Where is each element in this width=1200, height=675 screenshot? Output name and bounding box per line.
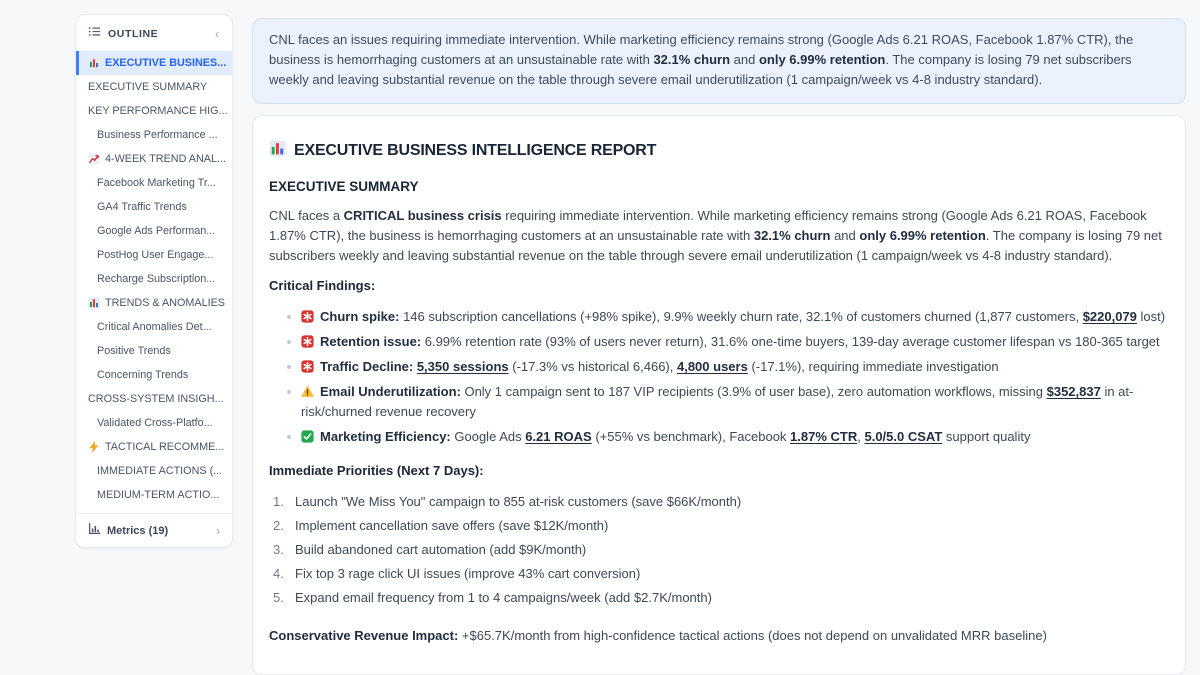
outline-item-label: Facebook Marketing Tr... <box>97 177 216 189</box>
outline-item[interactable] <box>76 147 232 171</box>
findings-list <box>269 307 1169 447</box>
outline-item[interactable] <box>76 123 232 147</box>
finding-item <box>269 307 1169 327</box>
metric-link[interactable]: 1.87% CTR <box>790 429 858 444</box>
warning-icon <box>301 385 314 398</box>
critical-icon <box>301 310 314 323</box>
bold-text: Churn spike: <box>320 309 400 324</box>
finding-item <box>269 332 1169 352</box>
text-run: (+55% vs benchmark), Facebook <box>591 429 791 444</box>
priority-number: 5. <box>273 590 284 605</box>
outline-item-label: KEY PERFORMANCE HIG... <box>88 105 228 117</box>
outline-panel <box>75 14 233 548</box>
outline-item-label: Concerning Trends <box>97 369 189 381</box>
outline-item-label: MEDIUM-TERM ACTIO... <box>97 489 220 501</box>
finding-item <box>269 382 1169 422</box>
outline-item-label: Validated Cross-Platfo... <box>97 417 213 429</box>
chart-icon <box>88 57 100 69</box>
outline-item-label: PostHog User Engage... <box>97 249 214 261</box>
text-run: . The company is losing 79 net subscribers weekly and leaving substantial revenue on the table through severe email underutilization (1 campaign/week vs 4-8 industry standard). <box>269 52 1132 87</box>
metric-link[interactable]: 5,350 sessions <box>416 359 509 374</box>
priority-text: Fix top 3 rage click UI issues (improve 43% cart conversion) <box>295 566 641 581</box>
outline-item-label: Critical Anomalies Det... <box>97 321 212 333</box>
outline-header <box>76 15 232 51</box>
priority-number: 4. <box>273 566 284 581</box>
priority-text: Implement cancellation save offers (save $12K/month) <box>295 518 609 533</box>
metric-link[interactable]: 4,800 users <box>676 359 748 374</box>
summary-callout <box>252 18 1186 104</box>
critical-findings-heading: Critical Findings: <box>269 278 376 293</box>
chart-icon <box>88 297 100 309</box>
bold-text: CRITICAL business crisis <box>343 208 502 223</box>
outline-item-label: GA4 Traffic Trends <box>97 201 187 213</box>
outline-item[interactable] <box>76 459 232 483</box>
critical-icon <box>301 335 314 348</box>
priority-item <box>269 588 1169 608</box>
list-icon <box>88 25 101 43</box>
outline-item[interactable] <box>76 219 232 243</box>
summary-paragraph <box>269 206 1169 266</box>
check-icon <box>301 430 314 443</box>
outline-item[interactable] <box>76 363 232 387</box>
text-run: CNL faces an issues requiring immediate intervention. While marketing efficiency remains strong (Google Ads 6.21 ROAS, Facebook 1.87% CTR), the business is hemorrhaging customers at an unsustainable rate with <box>269 32 1134 67</box>
text-run: lost) <box>1136 309 1166 324</box>
finding-item <box>269 427 1169 447</box>
text-run: and <box>830 228 860 243</box>
text-run: in at-risk/churned revenue recovery <box>301 384 1134 419</box>
priority-item <box>269 492 1169 512</box>
outline-item-label: Positive Trends <box>97 345 171 357</box>
bold-text: 32.1% churn <box>653 52 731 67</box>
bold-text: Traffic Decline: <box>320 359 414 374</box>
text-run: CNL faces a <box>269 208 344 223</box>
outline-item-label: IMMEDIATE ACTIONS (... <box>97 465 223 477</box>
outline-item[interactable] <box>76 99 232 123</box>
finding-text <box>320 334 1160 349</box>
priorities-heading: Immediate Priorities (Next 7 Days): <box>269 463 484 478</box>
text-run: (-17.3% vs historical 6,466), <box>508 359 677 374</box>
metrics-button[interactable] <box>76 513 232 547</box>
report-title <box>269 140 1169 162</box>
outline-item[interactable] <box>76 267 232 291</box>
priority-item <box>269 516 1169 536</box>
bold-text: Marketing Efficiency: <box>320 429 451 444</box>
outline-item-label: EXECUTIVE BUSINES... <box>105 57 227 69</box>
finding-text <box>320 309 1165 324</box>
priority-number: 2. <box>273 518 284 533</box>
report-card <box>252 115 1186 675</box>
bold-text: 32.1% churn <box>753 228 831 243</box>
priority-number: 3. <box>273 542 284 557</box>
priorities-list <box>269 492 1169 608</box>
finding-item <box>269 357 1169 377</box>
priority-text: Launch "We Miss You" campaign to 855 at-risk customers (save $66K/month) <box>295 494 742 509</box>
metrics-icon <box>88 522 101 540</box>
bold-text: Email Underutilization: <box>320 384 461 399</box>
outline-item-label: TACTICAL RECOMME... <box>105 441 225 453</box>
outline-title: OUTLINE <box>108 28 159 40</box>
bold-text: Retention issue: <box>320 334 422 349</box>
outline-item[interactable] <box>76 195 232 219</box>
priority-text: Build abandoned cart automation (add $9K/month) <box>295 542 587 557</box>
text-run: , <box>857 429 865 444</box>
priority-item <box>269 564 1169 584</box>
chevron-right-icon: › <box>216 523 220 538</box>
finding-text <box>320 359 999 374</box>
text-run: requiring immediate intervention. While marketing efficiency remains strong (Google Ads 6.21 ROAS, Facebook 1.87% CTR), the business is hemorrhaging customers at an unsustainable rate with <box>269 208 1147 243</box>
priority-text: Expand email frequency from 1 to 4 campaigns/week (add $2.7K/month) <box>295 590 712 605</box>
metric-link[interactable]: 6.21 ROAS <box>525 429 592 444</box>
outline-item-label: 4-WEEK TREND ANAL... <box>105 153 226 165</box>
priority-number: 1. <box>273 494 284 509</box>
executive-summary-heading: EXECUTIVE SUMMARY <box>269 179 419 194</box>
text-run: 146 subscription cancellations (+98% spike), 9.9% weekly churn rate, 32.1% of customers churned (1,877 customers, <box>399 309 1083 324</box>
outline-item-label: TRENDS & ANOMALIES <box>105 297 225 309</box>
outline-item[interactable] <box>76 435 232 459</box>
impact-statement <box>269 626 1169 646</box>
metric-link[interactable]: 5.0/5.0 CSAT <box>864 429 943 444</box>
text-run: . The company is losing 79 net subscribers weekly and leaving substantial revenue on the table through severe email underutilization (1 campaign/week vs 4-8 industry standard). <box>269 228 1162 263</box>
finding-text <box>320 429 1030 444</box>
outline-item[interactable] <box>76 243 232 267</box>
finding-text <box>301 384 1133 419</box>
outline-item-label: CROSS-SYSTEM INSIGH... <box>88 393 224 405</box>
outline-item[interactable] <box>76 411 232 435</box>
metrics-label: Metrics (19) <box>107 524 169 537</box>
bold-text: only 6.99% retention <box>758 52 886 67</box>
trend-icon <box>88 153 100 165</box>
outline-item[interactable] <box>76 51 232 75</box>
text-run: 6.99% retention rate (93% of users never return), 31.6% one-time buyers, 139-day average customer lifespan vs 180-365 target <box>421 334 1160 349</box>
outline-item[interactable] <box>76 483 232 507</box>
outline-item[interactable] <box>76 315 232 339</box>
text-run: support quality <box>942 429 1031 444</box>
outline-item[interactable] <box>76 339 232 363</box>
outline-item[interactable] <box>76 171 232 195</box>
critical-icon <box>301 360 314 373</box>
outline-item[interactable] <box>76 387 232 411</box>
report-title-text: EXECUTIVE BUSINESS INTELLIGENCE REPORT <box>294 142 657 159</box>
priority-item <box>269 540 1169 560</box>
text-run: (-17.1%), requiring immediate investigation <box>747 359 999 374</box>
outline-item-label: Recharge Subscription... <box>97 273 216 285</box>
text-run: +$65.7K/month from high-confidence tactical actions (does not depend on unvalidated MRR baseline) <box>458 628 1047 643</box>
metric-link[interactable]: $352,837 <box>1046 384 1101 399</box>
text-run: Google Ads <box>450 429 526 444</box>
text-run: Only 1 campaign sent to 187 VIP recipients (3.9% of user base), zero automation workflows, missing <box>460 384 1047 399</box>
collapse-sidebar-button[interactable]: ‹ <box>215 27 219 41</box>
outline-item-label: Google Ads Performan... <box>97 225 216 237</box>
outline-item[interactable] <box>76 291 232 315</box>
outline-item[interactable] <box>76 75 232 99</box>
outline-list <box>76 51 232 513</box>
outline-item-label: EXECUTIVE SUMMARY <box>88 81 208 93</box>
text-run: and <box>730 52 759 67</box>
bolt-icon <box>88 441 100 453</box>
bold-text: Conservative Revenue Impact: <box>269 628 459 643</box>
bar-chart-icon <box>269 140 286 162</box>
bold-text: only 6.99% retention <box>859 228 986 243</box>
metric-link[interactable]: $220,079 <box>1082 309 1137 324</box>
outline-item-label: Business Performance ... <box>97 129 218 141</box>
